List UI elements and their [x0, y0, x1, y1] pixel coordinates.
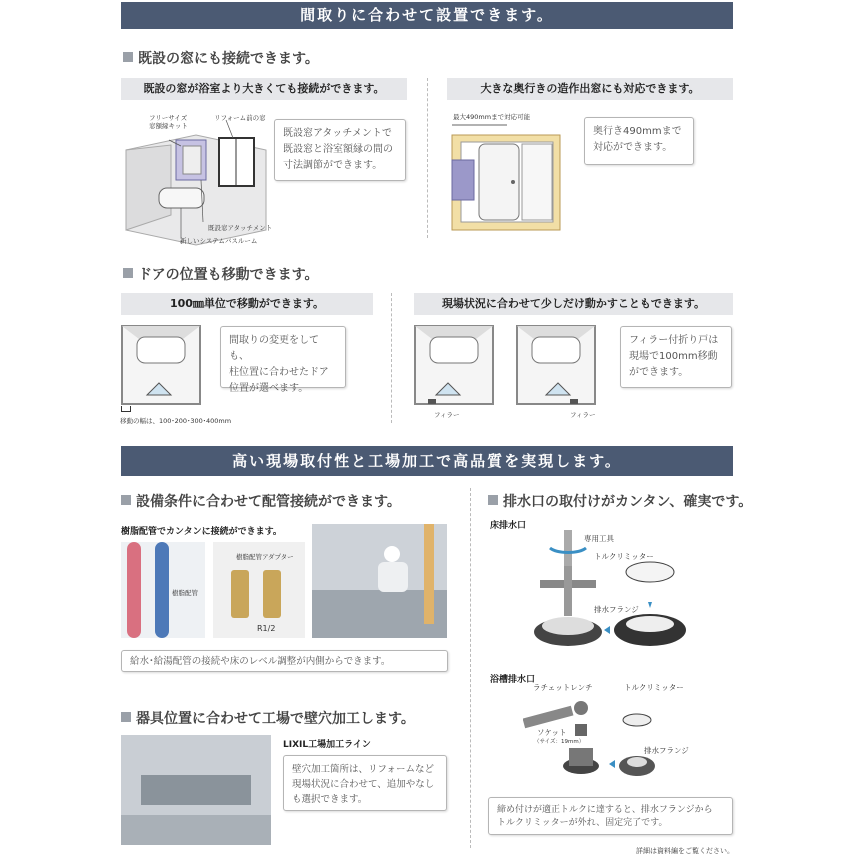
label-socket-size: （サイズ：19mm） [534, 739, 585, 745]
floor-drain-illustration [520, 522, 692, 670]
divider [470, 488, 471, 848]
subbar-window-left: 既設の窓が浴室より大きくても接続ができます。 [121, 78, 407, 100]
photo-worker [312, 524, 447, 638]
section-title-door: ドアの位置も移動できます。 [123, 264, 318, 284]
label-torque-limiter-2: トルクリミッター [624, 683, 684, 692]
door-plan-1 [121, 325, 201, 405]
subbar-door-right: 現場状況に合わせて少しだけ動かすこともできます。 [414, 293, 733, 315]
subbar-window-right: 大きな奥行きの造作出窓にも対応できます。 [447, 78, 733, 100]
photo-factory-line [121, 735, 271, 845]
note-piping: 給水･給湯配管の接続や床のレベル調整が内側からできます。 [121, 650, 448, 672]
label-special-tool: 専用工具 [584, 534, 614, 543]
factory-svg [121, 735, 271, 845]
note-door-left: 間取りの変更をしても、 柱位置に合わせたドア 位置が選べます。 [220, 326, 346, 388]
section-title-wall: 器具位置に合わせて工場で壁穴加工します。 [121, 708, 415, 728]
door-plan-2 [414, 325, 494, 405]
label-adapter: 樹脂配管アダプター [236, 553, 294, 561]
door-plan-svg [516, 325, 596, 405]
square-bullet-icon [488, 495, 498, 505]
banner-quality: 高い現場取付性と工場加工で高品質を実現します。 [121, 446, 733, 476]
plan-svg [447, 120, 567, 238]
divider [391, 293, 392, 423]
section-title-drain: 排水口の取付けがカンタン、確実です。 [488, 491, 752, 511]
divider [427, 78, 428, 238]
door-plan-svg [414, 325, 494, 405]
note-window-left: 既設窓アタッチメントで 既設窓と浴室額縁の間の 寸法調節ができます。 [274, 119, 406, 181]
label-r12: R1/2 [257, 624, 276, 633]
label-resin-pipe: 樹脂配管 [172, 589, 198, 597]
label-attachment: 既設窓アタッチメント [208, 224, 273, 232]
label-tub-drain: 浴槽排水口 [490, 675, 536, 685]
label-drain-flange-1: 排水フランジ [594, 605, 639, 614]
label-factory-line: LIXIL工場加工ライン [283, 740, 371, 750]
note-drain: 締め付けが適正トルクに達すると、排水フランジから トルクリミッターが外れ、固定完了です。 [488, 797, 733, 835]
label-free-size-kit: フリーサイズ 窓額縁キット [149, 114, 188, 130]
label-reform-window: リフォーム前の窓 [214, 114, 266, 122]
note-wall: 壁穴加工箇所は、リフォームなど 現場状況に合わせて、追加やなし も選択できます。 [283, 755, 447, 811]
note-window-right: 奥行き490mmまで 対応ができます。 [584, 117, 694, 165]
caption-move-range: 移動の幅は、100･200･300･400mm [120, 417, 232, 425]
banner-layout: 間取りに合わせて設置できます。 [121, 2, 733, 29]
label-ratchet-wrench: ラチェットレンチ [533, 683, 593, 692]
note-door-right: フィラー付折り戸は 現場で100mm移動 ができます。 [620, 326, 732, 388]
label-filler-2: フィラー [570, 411, 596, 419]
move-range-mark [121, 406, 131, 412]
subbar-door-left: 100㎜単位で移動ができます。 [121, 293, 373, 315]
square-bullet-icon [123, 52, 133, 62]
worker-svg [312, 524, 447, 638]
label-socket: ソケット [537, 728, 567, 737]
label-max-490: 最大490mmまで対応可能 [453, 113, 531, 121]
square-bullet-icon [123, 268, 133, 278]
label-drain-flange-2: 排水フランジ [644, 746, 689, 755]
floor-drain-svg [520, 522, 692, 670]
bay-window-plan [447, 120, 567, 238]
door-plan-svg [121, 325, 201, 405]
footer-note: 詳細は資料編をご覧ください。 [636, 847, 734, 855]
label-filler-1: フィラー [434, 411, 460, 419]
square-bullet-icon [121, 712, 131, 722]
label-torque-limiter-1: トルクリミッター [594, 552, 654, 561]
label-bathroom: 新しいシステムバスルーム [180, 237, 258, 245]
section-title-window: 既設の窓にも接続できます。 [123, 48, 319, 68]
caption-piping: 樹脂配管でカンタンに接続ができます。 [121, 527, 282, 537]
square-bullet-icon [121, 495, 131, 505]
section-title-piping: 設備条件に合わせて配管接続ができます。 [121, 491, 401, 511]
door-plan-3 [516, 325, 596, 405]
label-floor-drain: 床排水口 [490, 521, 527, 531]
